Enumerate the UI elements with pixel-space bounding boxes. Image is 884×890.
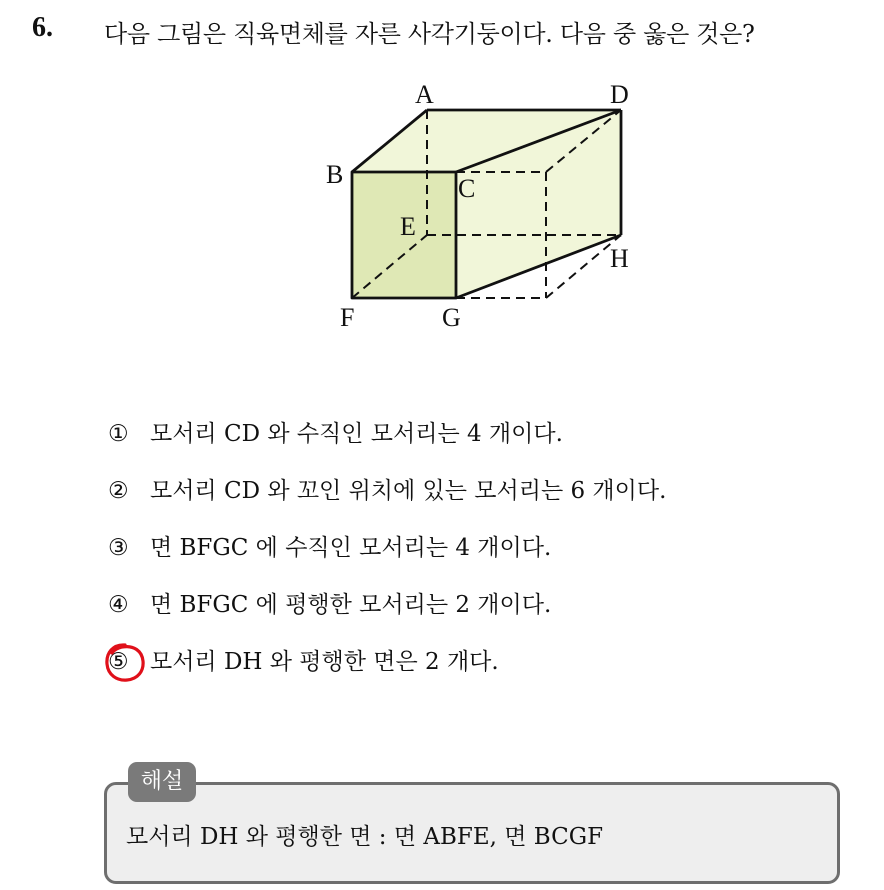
explanation-text: 모서리 DH 와 평행한 면 : 면 ABFE, 면 BCGF	[126, 824, 604, 850]
option-3-mark: ③	[108, 535, 129, 561]
vertex-label-e: E	[400, 212, 416, 241]
option-4[interactable]	[108, 589, 551, 621]
vertex-label-d: D	[610, 80, 629, 109]
vertex-label-g: G	[442, 303, 461, 332]
explanation-tag: 해설	[128, 762, 196, 802]
option-3[interactable]	[108, 532, 551, 564]
option-3-text: 면 BFGC 에 수직인 모서리는 4 개이다.	[150, 535, 552, 561]
vertex-label-h: H	[610, 244, 629, 273]
prism-diagram	[318, 75, 658, 340]
option-5-mark: ⑤	[108, 649, 129, 675]
question-number: 6.	[32, 12, 53, 43]
option-1[interactable]	[108, 418, 563, 450]
option-4-mark: ④	[108, 592, 129, 618]
option-2[interactable]	[108, 475, 666, 507]
vertex-label-f: F	[340, 303, 355, 332]
option-5-text: 모서리 DH 와 평행한 면은 2 개다.	[150, 649, 499, 675]
prism-figure	[318, 75, 658, 344]
option-2-mark: ②	[108, 478, 129, 504]
vertex-label-b: B	[326, 160, 344, 189]
question-text: 다음 그림은 직육면체를 자른 사각기둥이다. 다음 중 옳은 것은?	[104, 20, 755, 48]
option-2-text: 모서리 CD 와 꼬인 위치에 있는 모서리는 6 개이다.	[150, 478, 667, 504]
option-1-mark: ①	[108, 421, 129, 447]
vertex-label-a: A	[415, 80, 434, 109]
vertex-label-c: C	[458, 174, 476, 203]
option-5[interactable]	[108, 646, 499, 678]
option-1-text: 모서리 CD 와 수직인 모서리는 4 개이다.	[150, 421, 563, 447]
option-4-text: 면 BFGC 에 평행한 모서리는 2 개이다.	[150, 592, 552, 618]
